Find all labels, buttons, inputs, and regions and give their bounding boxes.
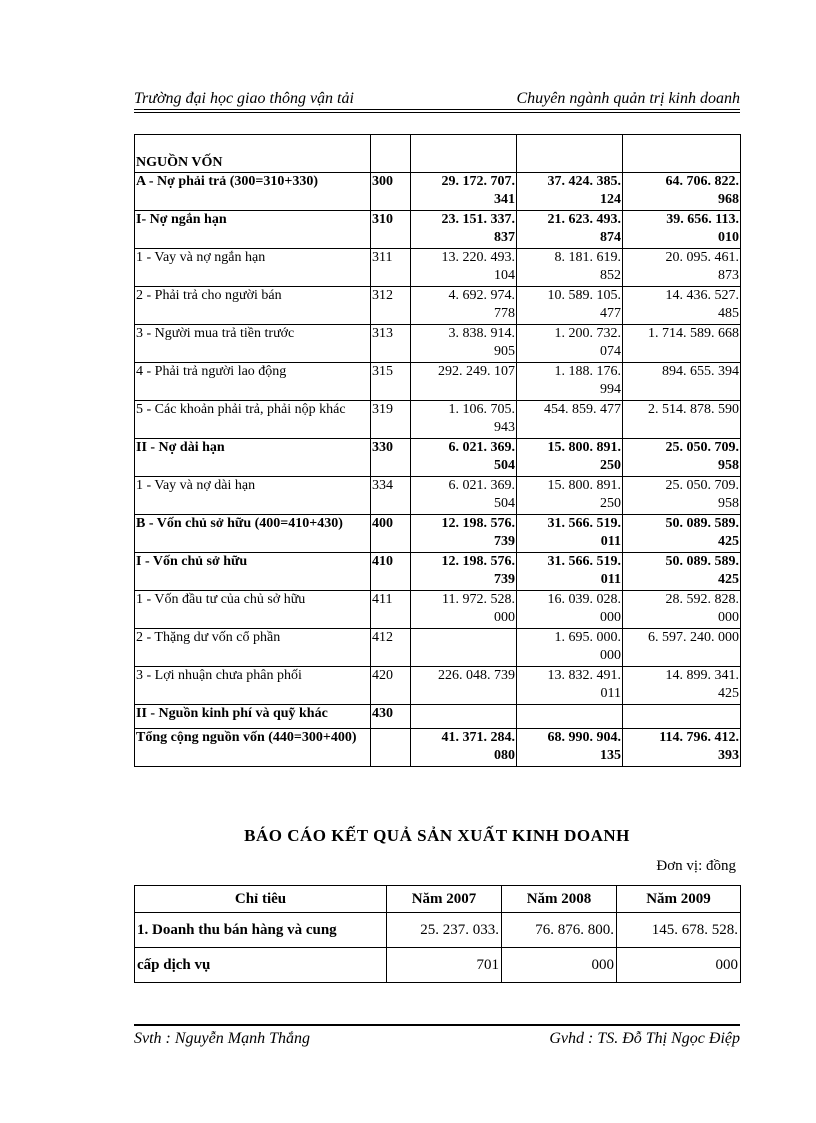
table-row — [135, 729, 741, 767]
value-line: 292. 249. 107 — [438, 364, 515, 379]
col-header-2008: Năm 2008 — [502, 886, 617, 913]
value-2009 — [623, 401, 741, 439]
value-2009 — [623, 629, 741, 667]
value-line: 41. 371. 284. — [441, 730, 515, 745]
row-code: 412 — [371, 629, 411, 667]
header-rule-double — [134, 112, 740, 113]
value-line: 454. 859. 477 — [544, 402, 621, 417]
row-code: 312 — [371, 287, 411, 325]
value-line: 14. 899. 341. — [665, 668, 739, 683]
value-line: 4. 692. 974. — [448, 288, 515, 303]
value-2009 — [623, 729, 741, 767]
value-line: 29. 172. 707. — [441, 174, 515, 189]
value-2009 — [623, 173, 741, 211]
value-line: 504 — [494, 496, 515, 511]
table-section-row — [135, 135, 741, 173]
value-line: 1. 714. 589. 668 — [648, 326, 739, 341]
value-2009 — [623, 553, 741, 591]
value-2007 — [411, 477, 517, 515]
value-line: 6. 597. 240. 000 — [648, 630, 739, 645]
value-2007 — [411, 729, 517, 767]
value-line: 943 — [494, 420, 515, 435]
table-row — [135, 948, 741, 983]
value-line: 11. 972. 528. — [442, 592, 515, 607]
row-code: 400 — [371, 515, 411, 553]
row-label: 1 - Vay và nợ ngắn hạn — [135, 249, 371, 287]
value-2008 — [517, 173, 623, 211]
value-2009 — [623, 211, 741, 249]
value-line: 994 — [600, 382, 621, 397]
value-2008 — [517, 249, 623, 287]
value-2008: 76. 876. 800. — [502, 913, 617, 948]
value-line: 958 — [718, 496, 739, 511]
row-code: 311 — [371, 249, 411, 287]
value-2009 — [623, 325, 741, 363]
value-2009: 000 — [617, 948, 741, 983]
row-label: 3 - Lợi nhuận chưa phân phối — [135, 667, 371, 705]
row-label: II - Nợ dài hạn — [135, 439, 371, 477]
value-2009: 145. 678. 528. — [617, 913, 741, 948]
value-line: 39. 656. 113. — [666, 212, 739, 227]
report-title: BÁO CÁO KẾT QUẢ SẢN XUẤT KINH DOANH — [244, 826, 630, 845]
value-2007 — [411, 591, 517, 629]
row-label: cấp dịch vụ — [135, 948, 387, 983]
value-line: 250 — [600, 458, 621, 473]
value-line: 15. 800. 891. — [547, 478, 621, 493]
table-row — [135, 211, 741, 249]
value-2007 — [411, 629, 517, 667]
row-label: 1 - Vốn đầu tư của chủ sở hữu — [135, 591, 371, 629]
value-2008 — [517, 325, 623, 363]
value-line: 25. 050. 709. — [665, 478, 739, 493]
business-results-table — [134, 885, 741, 983]
value-line: 10. 589. 105. — [547, 288, 621, 303]
value-line: 000 — [494, 610, 515, 625]
value-line: 425 — [718, 686, 739, 701]
value-line: 393 — [718, 748, 739, 763]
value-line: 25. 050. 709. — [665, 440, 739, 455]
value-2007 — [411, 401, 517, 439]
value-line: 074 — [600, 344, 621, 359]
value-line: 894. 655. 394 — [662, 364, 739, 379]
header-school: Trường đại học giao thông vận tải — [134, 90, 354, 107]
table-row — [135, 249, 741, 287]
value-2009 — [623, 515, 741, 553]
row-code: 430 — [371, 705, 411, 729]
col-header-2007: Năm 2007 — [387, 886, 502, 913]
row-code: 410 — [371, 553, 411, 591]
value-line: 14. 436. 527. — [665, 288, 739, 303]
row-label: 3 - Người mua trả tiền trước — [135, 325, 371, 363]
table-row — [135, 287, 741, 325]
value-line: 50. 089. 589. — [665, 516, 739, 531]
value-line: 1. 188. 176. — [554, 364, 621, 379]
footer-rule — [134, 1024, 740, 1026]
row-label: 1. Doanh thu bán hàng và cung — [135, 913, 387, 948]
value-line: 2. 514. 878. 590 — [648, 402, 739, 417]
row-label: I - Vốn chủ sở hữu — [135, 553, 371, 591]
value-2009 — [623, 287, 741, 325]
value-line: 12. 198. 576. — [441, 516, 515, 531]
capital-sources-table — [134, 134, 741, 767]
value-line: 50. 089. 589. — [665, 554, 739, 569]
value-line: 1. 106. 705. — [448, 402, 515, 417]
value-line: 114. 796. 412. — [659, 730, 739, 745]
row-label: A - Nợ phải trả (300=310+330) — [135, 173, 371, 211]
value-2008 — [517, 515, 623, 553]
value-line: 905 — [494, 344, 515, 359]
value-line: 504 — [494, 458, 515, 473]
table-row — [135, 667, 741, 705]
row-code — [371, 729, 411, 767]
value-line: 20. 095. 461. — [665, 250, 739, 265]
value-2009 — [623, 591, 741, 629]
value-2007 — [411, 211, 517, 249]
report-unit: Đơn vị: đồng — [656, 858, 736, 874]
value-2007 — [411, 515, 517, 553]
value-2007 — [411, 173, 517, 211]
value-line: 958 — [718, 458, 739, 473]
value-line: 000 — [600, 648, 621, 663]
value-2007 — [411, 667, 517, 705]
row-code: 319 — [371, 401, 411, 439]
value-2007 — [411, 705, 517, 729]
table-row — [135, 629, 741, 667]
value-line: 12. 198. 576. — [441, 554, 515, 569]
value-line: 011 — [600, 534, 621, 549]
value-line: 968 — [718, 192, 739, 207]
value-2009 — [623, 249, 741, 287]
value-2007 — [411, 249, 517, 287]
header-major: Chuyên ngành quản trị kinh doanh — [516, 90, 740, 107]
col-header-indicator: Chỉ tiêu — [135, 886, 387, 913]
row-label: 5 - Các khoản phải trả, phải nộp khác — [135, 401, 371, 439]
value-line: 3. 838. 914. — [448, 326, 515, 341]
value-line: 8. 181. 619. — [554, 250, 621, 265]
value-2008 — [517, 629, 623, 667]
value-2008 — [517, 477, 623, 515]
value-line: 250 — [600, 496, 621, 511]
row-code: 330 — [371, 439, 411, 477]
value-line: 16. 039. 028. — [547, 592, 621, 607]
row-label: B - Vốn chủ sở hữu (400=410+430) — [135, 515, 371, 553]
value-2008 — [517, 729, 623, 767]
value-2007 — [411, 553, 517, 591]
value-line: 1. 695. 000. — [554, 630, 621, 645]
row-code: 420 — [371, 667, 411, 705]
table-row — [135, 325, 741, 363]
value-2008: 000 — [502, 948, 617, 983]
row-label: II - Nguồn kinh phí và quỹ khác — [135, 705, 371, 729]
value-line: 64. 706. 822. — [665, 174, 739, 189]
row-label: I- Nợ ngắn hạn — [135, 211, 371, 249]
row-code: 300 — [371, 173, 411, 211]
page-header — [134, 86, 740, 106]
value-line: 135 — [600, 748, 621, 763]
row-label: 2 - Thặng dư vốn cổ phần — [135, 629, 371, 667]
value-line: 21. 623. 493. — [547, 212, 621, 227]
value-line: 010 — [718, 230, 739, 245]
table-header-row — [135, 886, 741, 913]
value-line: 011 — [600, 572, 621, 587]
value-line: 874 — [600, 230, 621, 245]
value-2008 — [517, 401, 623, 439]
value-2009 — [623, 705, 741, 729]
table-row — [135, 363, 741, 401]
value-2008 — [517, 591, 623, 629]
value-line: 1. 200. 732. — [554, 326, 621, 341]
value-line: 68. 990. 904. — [547, 730, 621, 745]
value-line: 13. 220. 493. — [441, 250, 515, 265]
value-line: 23. 151. 337. — [441, 212, 515, 227]
value-2008 — [517, 211, 623, 249]
row-code: 334 — [371, 477, 411, 515]
value-line: 28. 592. 828. — [665, 592, 739, 607]
table-row — [135, 553, 741, 591]
value-line: 6. 021. 369. — [448, 440, 515, 455]
value-2008 — [517, 553, 623, 591]
value-2008 — [517, 705, 623, 729]
row-code: 313 — [371, 325, 411, 363]
table-row — [135, 173, 741, 211]
row-label: 1 - Vay và nợ dài hạn — [135, 477, 371, 515]
value-line: 000 — [718, 610, 739, 625]
table-row — [135, 705, 741, 729]
value-2009 — [623, 363, 741, 401]
section-title: NGUỒN VỐN — [135, 135, 371, 173]
table-row — [135, 439, 741, 477]
page-footer — [134, 1030, 740, 1052]
value-line: 425 — [718, 534, 739, 549]
value-2007 — [411, 439, 517, 477]
table-row — [135, 477, 741, 515]
col-header-2009: Năm 2009 — [617, 886, 741, 913]
value-line: 13. 832. 491. — [547, 668, 621, 683]
row-label: 4 - Phải trả người lao động — [135, 363, 371, 401]
value-line: 104 — [494, 268, 515, 283]
value-line: 011 — [600, 686, 621, 701]
footer-student: Svth : Nguyễn Mạnh Thắng — [134, 1030, 310, 1047]
value-line: 852 — [600, 268, 621, 283]
value-line: 739 — [494, 534, 515, 549]
value-line: 778 — [494, 306, 515, 321]
table-row — [135, 515, 741, 553]
value-line: 341 — [494, 192, 515, 207]
value-2007: 701 — [387, 948, 502, 983]
value-2009 — [623, 477, 741, 515]
value-2008 — [517, 287, 623, 325]
value-line: 31. 566. 519. — [547, 554, 621, 569]
value-line: 31. 566. 519. — [547, 516, 621, 531]
value-2007 — [411, 363, 517, 401]
value-line: 226. 048. 739 — [438, 668, 515, 683]
value-line: 080 — [494, 748, 515, 763]
value-2009 — [623, 439, 741, 477]
footer-advisor: Gvhd : TS. Đỗ Thị Ngọc Điệp — [549, 1030, 740, 1047]
row-label: Tổng cộng nguồn vốn (440=300+400) — [135, 729, 371, 767]
value-2008 — [517, 363, 623, 401]
value-line: 6. 021. 369. — [448, 478, 515, 493]
value-line: 477 — [600, 306, 621, 321]
value-line: 15. 800. 891. — [547, 440, 621, 455]
value-line: 124 — [600, 192, 621, 207]
value-line: 739 — [494, 572, 515, 587]
value-2007 — [411, 325, 517, 363]
value-2007: 25. 237. 033. — [387, 913, 502, 948]
table-row — [135, 401, 741, 439]
value-2007 — [411, 287, 517, 325]
row-code: 310 — [371, 211, 411, 249]
row-code: 411 — [371, 591, 411, 629]
value-2009 — [623, 667, 741, 705]
value-line: 37. 424. 385. — [547, 174, 621, 189]
row-code: 315 — [371, 363, 411, 401]
table-row — [135, 591, 741, 629]
row-label: 2 - Phải trả cho người bán — [135, 287, 371, 325]
value-line: 000 — [600, 610, 621, 625]
value-2008 — [517, 667, 623, 705]
value-line: 485 — [718, 306, 739, 321]
value-line: 425 — [718, 572, 739, 587]
value-line: 837 — [494, 230, 515, 245]
table-row — [135, 913, 741, 948]
value-line: 873 — [718, 268, 739, 283]
header-rule — [134, 109, 740, 110]
value-2008 — [517, 439, 623, 477]
